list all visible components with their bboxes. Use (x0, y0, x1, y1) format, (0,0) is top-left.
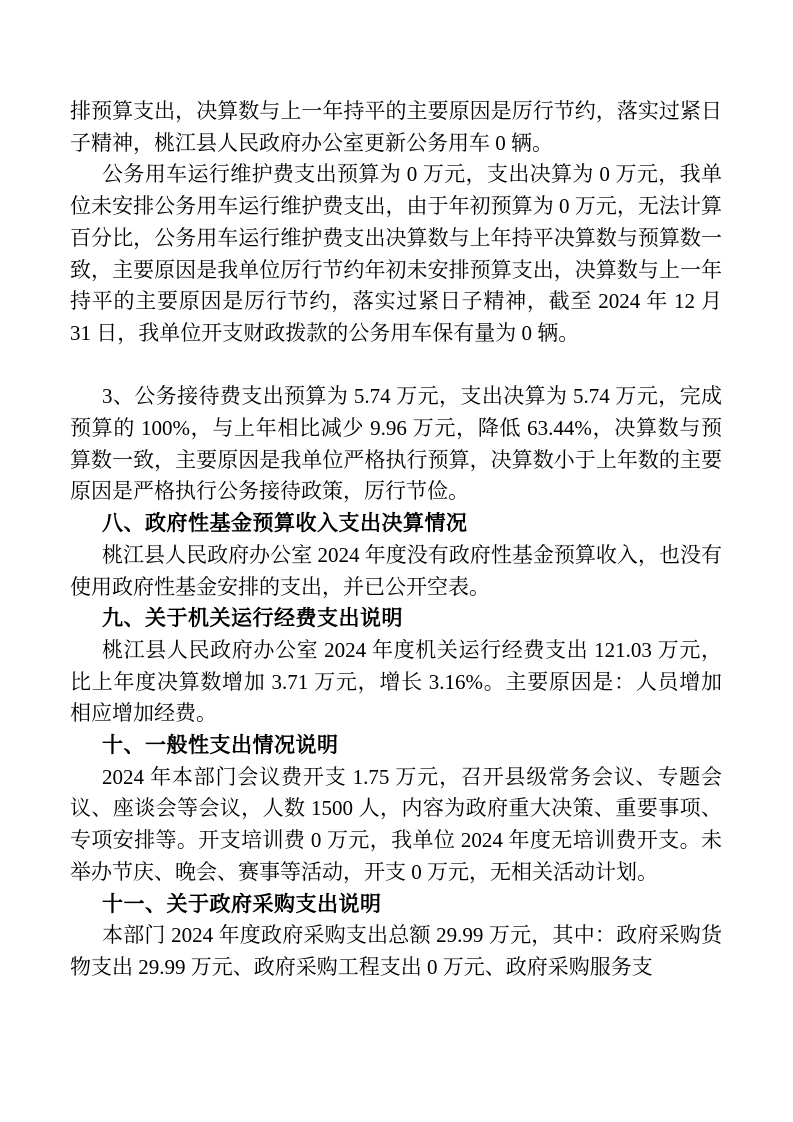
paragraph-vehicle-maintenance-fee: 公务用车运行维护费支出预算为 0 万元，支出决算为 0 万元，我单位未安排公务用车运行维护费支出，由于年初预算为 0 万元，无法计算百分比，公务用车运行维护费支出决算数与上年持平决算数与预算数一致，主要原因是我单位厉行节约年初未安排预算支出，决算数与上一年持平的主要原因是厉行节约，落实过紧日子精神，截至 2024 年 12 月 31 日，我单位开支财政拨款的公务用车保有量为 0 辆。 (70, 162, 722, 345)
heading-section-eight-government-fund: 八、政府性基金预算收入支出决算情况 (102, 512, 468, 536)
blank-line (70, 350, 722, 382)
paragraph-official-reception-fee: 3、公务接待费支出预算为 5.74 万元，支出决算为 5.74 万元，完成预算的 100%，与上年相比减少 9.96 万元，降低 63.44%，决算数与预算数一致，主要原因是我单位严格执行预算，决算数小于上年数的主要原因是严格执行公务接待政策，厉行节俭。 (70, 384, 722, 504)
heading-section-ten-general-expenditure: 十、一般性支出情况说明 (102, 734, 339, 758)
paragraph-government-procurement: 本部门 2024 年度政府采购支出总额 29.99 万元，其中：政府采购货物支出 29.99 万元、政府采购工程支出 0 万元、政府采购服务支 (70, 923, 722, 979)
heading-section-nine-operating-expense: 九、关于机关运行经费支出说明 (102, 607, 403, 631)
paragraph-budget-carryover-continuation: 排预算支出，决算数与上一年持平的主要原因是厉行节约，落实过紧日子精神，桃江县人民政府办公室更新公务用车 0 辆。 (70, 99, 722, 155)
paragraph-agency-operating-expense: 桃江县人民政府办公室 2024 年度机关运行经费支出 121.03 万元，比上年度决算数增加 3.71 万元，增长 3.16%。主要原因是：人员增加相应增加经费。 (70, 637, 722, 726)
heading-section-eleven-procurement: 十一、关于政府采购支出说明 (102, 892, 382, 916)
paragraph-general-expenditure-detail: 2024 年本部门会议费开支 1.75 万元，召开县级常务会议、专题会议、座谈会等会议，人数 1500 人，内容为政府重大决策、重要事项、专项安排等。开支培训费 0 万元，我单位 2024 年度无培训费开支。未举办节庆、晚会、赛事等活动，开支 0 万元，无相关活动计划。 (70, 764, 722, 884)
document-text-content (70, 96, 722, 984)
paragraph-government-fund-budget: 桃江县人民政府办公室 2024 年度没有政府性基金预算收入，也没有使用政府性基金安排的支出，并已公开空表。 (70, 542, 722, 599)
